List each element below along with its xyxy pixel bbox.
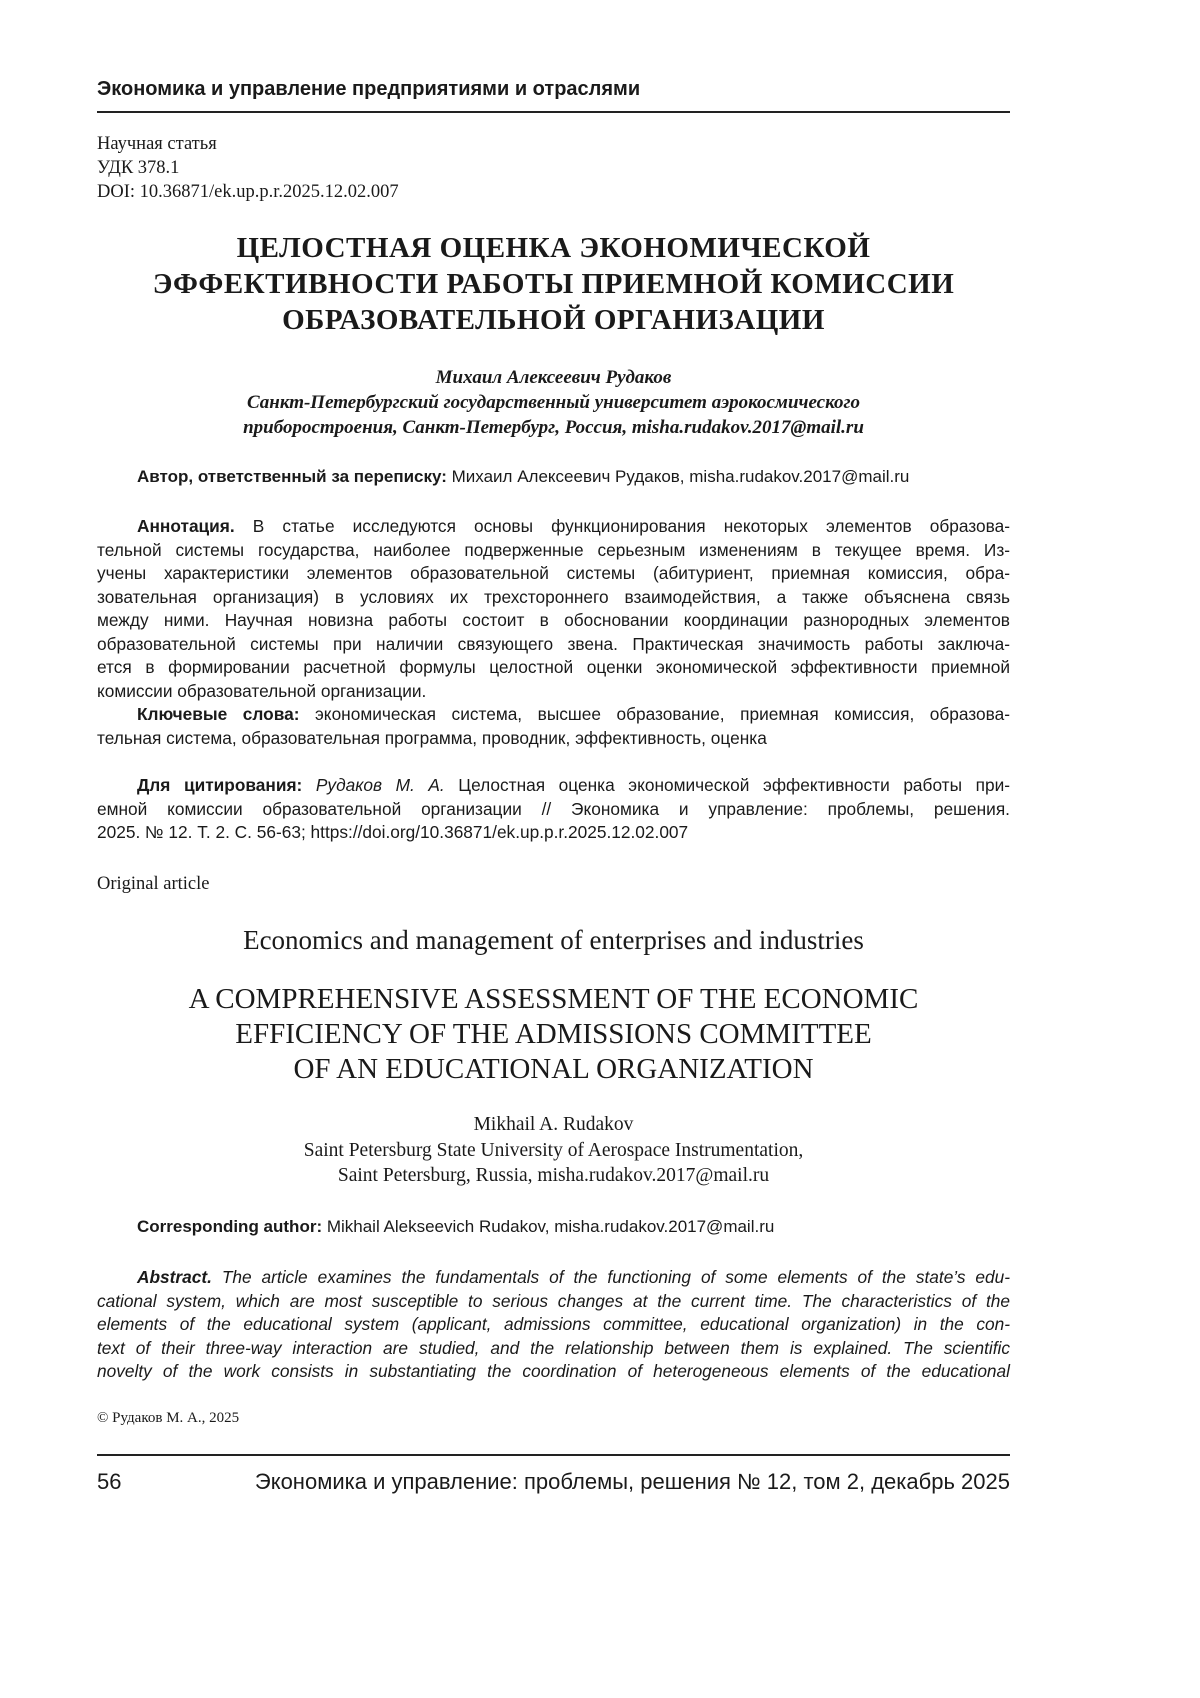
abstract-line: Abstract. The article examines the fundamentals of the functioning of some elements of the state’s edu-: [97, 1266, 1010, 1290]
title-ru-line: ОБРАЗОВАТЕЛЬНОЙ ОРГАНИЗАЦИИ: [97, 302, 1010, 338]
journal-info: Экономика и управление: проблемы, решения № 12, том 2, декабрь 2025: [255, 1469, 1010, 1495]
author-en: [97, 1112, 1010, 1189]
header-rule: [97, 111, 1010, 113]
doi: DOI: 10.36871/ek.up.p.r.2025.12.02.007: [97, 180, 1010, 204]
citation: [97, 774, 1010, 845]
copyright: © Рудаков М. А., 2025: [97, 1410, 1010, 1427]
abstract-line: зовательная организация) в условиях их трехстороннего взаимодействия, а также объяснена связь: [97, 586, 1010, 610]
original-article: Original article: [97, 874, 1010, 895]
abstract-en: [97, 1266, 1010, 1384]
section-en: Economics and management of enterprises and industries: [97, 925, 1010, 956]
keywords-line: Ключевые слова: экономическая система, высшее образование, приемная комиссия, образова-: [97, 703, 1010, 727]
affiliation: Санкт-Петербургский государственный университет аэрокосмического: [97, 390, 1010, 415]
title-ru-line: ЦЕЛОСТНАЯ ОЦЕНКА ЭКОНОМИЧЕСКОЙ: [97, 230, 1010, 266]
abstract-line: text of their three-way interaction are studied, and the relationship between them is explained. The scientific: [97, 1337, 1010, 1361]
corresponding-author-en: [137, 1217, 1010, 1237]
citation-line: 2025. № 12. Т. 2. С. 56-63; https://doi.org/10.36871/ek.up.p.r.2025.12.02.007: [97, 821, 1010, 845]
abstract-line: ется в формировании расчетной формулы целостной оценки экономической эффективности приемной: [97, 656, 1010, 680]
footer: [97, 1469, 1010, 1495]
abstract-line: учены характеристики элементов образовательной системы (абитуриент, приемная комиссия, обра-: [97, 562, 1010, 586]
affiliation: Saint Petersburg State University of Aerospace Instrumentation,: [97, 1138, 1010, 1164]
affiliation: приборостроения, Санкт-Петербург, Россия, misha.rudakov.2017@mail.ru: [97, 415, 1010, 440]
title-en-line: A COMPREHENSIVE ASSESSMENT OF THE ECONOMIC: [97, 982, 1010, 1017]
title-en-line: OF AN EDUCATIONAL ORGANIZATION: [97, 1052, 1010, 1087]
page-number: 56: [97, 1469, 121, 1494]
abstract-ru: [97, 515, 1010, 750]
value: Mikhail Alekseevich Rudakov, misha.rudakov.2017@mail.ru: [322, 1217, 774, 1236]
abstract-line: novelty of the work consists in substantiating the coordination of heterogeneous elements of the educational: [97, 1360, 1010, 1384]
abstract-line: Аннотация. В статье исследуются основы функционирования некоторых элементов образова-: [97, 515, 1010, 539]
title-ru: [97, 230, 1010, 338]
article-type: Научная статья: [97, 132, 1010, 156]
title-ru-line: ЭФФЕКТИВНОСТИ РАБОТЫ ПРИЕМНОЙ КОМИССИИ: [97, 266, 1010, 302]
abstract-line: комиссии образовательной организации.: [97, 680, 1010, 704]
keywords-label: Ключевые слова:: [137, 704, 299, 724]
citation-label: Для цитирования:: [137, 775, 302, 795]
abstract-line: образовательной системы при наличии связующего звена. Практическая значимость работы заключа-: [97, 633, 1010, 657]
footer-rule: [97, 1454, 1010, 1456]
udc: УДК 378.1: [97, 156, 1010, 180]
running-header: Экономика и управление предприятиями и отраслями: [97, 78, 1010, 101]
corresponding-author-ru: [137, 467, 1010, 487]
value: Михаил Алексеевич Рудаков, misha.rudakov.2017@mail.ru: [447, 467, 909, 486]
abstract-label: Аннотация.: [137, 516, 235, 536]
citation-author: Рудаков М. А.: [302, 775, 444, 795]
author-name: Mikhail A. Rudakov: [97, 1112, 1010, 1138]
citation-line: емной комиссии образовательной организации // Экономика и управление: проблемы, решения.: [97, 798, 1010, 822]
citation-line: Для цитирования: Рудаков М. А. Целостная оценка экономической эффективности работы при-: [97, 774, 1010, 798]
label: Corresponding author:: [137, 1217, 322, 1236]
abstract-line: elements of the educational system (applicant, admissions committee, educational organization) in the con-: [97, 1313, 1010, 1337]
author-name: Михаил Алексеевич Рудаков: [97, 365, 1010, 390]
affiliation: Saint Petersburg, Russia, misha.rudakov.2017@mail.ru: [97, 1163, 1010, 1189]
keywords-line: тельная система, образовательная программа, проводник, эффективность, оценка: [97, 727, 1010, 751]
label: Автор, ответственный за переписку:: [137, 467, 447, 486]
abstract-line: cational system, which are most susceptible to serious changes at the current time. The characteristics of the: [97, 1290, 1010, 1314]
author-ru: [97, 365, 1010, 440]
title-en: [97, 982, 1010, 1087]
title-en-line: EFFICIENCY OF THE ADMISSIONS COMMITTEE: [97, 1017, 1010, 1052]
abstract-line: тельной системы государства, наиболее подверженные серьезным изменениям в текущее время. Из-: [97, 539, 1010, 563]
abstract-line: между ними. Научная новизна работы состоит в обосновании координации разнородных элементов: [97, 609, 1010, 633]
article-meta: [97, 132, 1010, 204]
abstract-label: Abstract.: [137, 1267, 212, 1287]
